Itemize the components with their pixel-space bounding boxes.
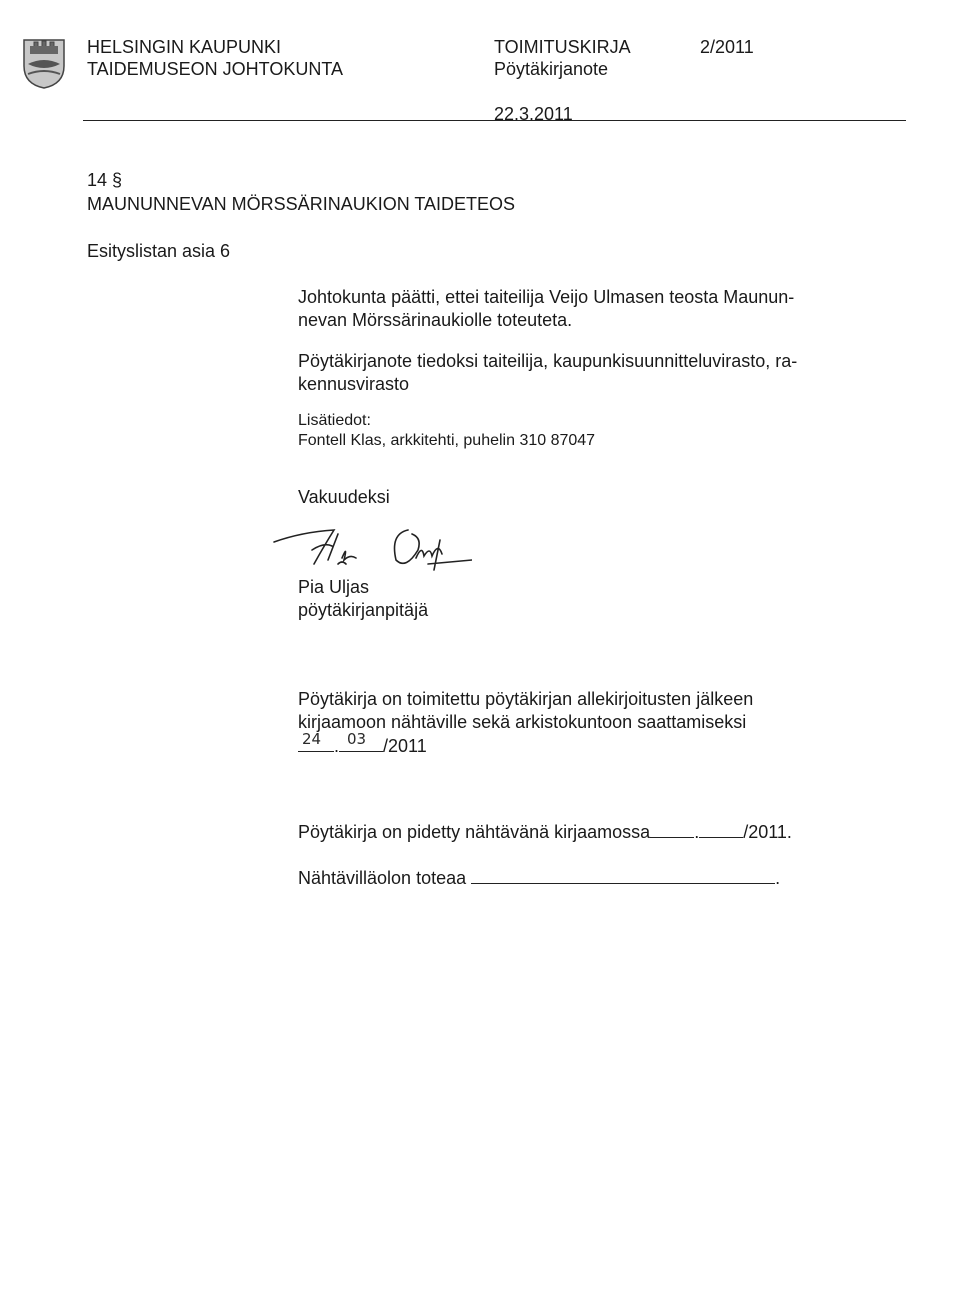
certification-label: Vakuudeksi bbox=[298, 487, 390, 507]
handwritten-signature bbox=[272, 520, 472, 580]
confirmation-label: Nähtävilläolon toteaa bbox=[298, 868, 467, 888]
helsinki-crest-icon bbox=[20, 36, 68, 90]
board-name: TAIDEMUSEON JOHTOKUNTA bbox=[87, 59, 344, 79]
document-subtype: Pöytäkirjanote bbox=[494, 59, 609, 79]
document-number: 2/2011 bbox=[700, 37, 754, 57]
signer-title: pöytäkirjanpitäjä bbox=[298, 600, 429, 620]
decision-text-line1: Johtokunta päätti, ettei taiteilija Veijo Ulmasen teosta Maunun- bbox=[298, 287, 795, 307]
display-statement: Pöytäkirja on pidetty nähtävänä kirjaamossa . /2011. bbox=[298, 822, 792, 842]
section-number: 14 § bbox=[87, 170, 123, 190]
header-divider bbox=[83, 120, 906, 121]
section-title: MAUNUNNEVAN MÖRSSÄRINAUKION TAIDETEOS bbox=[87, 194, 516, 214]
display-day-field bbox=[650, 820, 694, 838]
posting-text-line2: kirjaamoon nähtäville sekä arkistokuntoon saattamiseksi bbox=[298, 712, 747, 732]
confirmation-signature-field bbox=[471, 866, 775, 884]
posting-day-field bbox=[298, 730, 334, 752]
posting-month-field bbox=[339, 730, 383, 752]
agenda-item: Esityslistan asia 6 bbox=[87, 241, 231, 261]
signer-name: Pia Uljas bbox=[298, 577, 370, 597]
posting-year: /2011 bbox=[383, 736, 427, 756]
posting-day-handwritten: 24 bbox=[302, 730, 322, 748]
document-type: TOIMITUSKIRJA bbox=[494, 37, 631, 57]
display-text: Pöytäkirja on pidetty nähtävänä kirjaamossa bbox=[298, 822, 651, 842]
info-contact: Fontell Klas, arkkitehti, puhelin 310 87047 bbox=[298, 432, 596, 449]
display-month-field bbox=[699, 820, 743, 838]
display-year: /2011. bbox=[743, 822, 792, 842]
posting-month-handwritten: 03 bbox=[347, 730, 367, 748]
decision-text-line2: nevan Mörssärinaukiolle toteuteta. bbox=[298, 310, 573, 330]
organization-name: HELSINGIN KAUPUNKI bbox=[87, 37, 282, 57]
document-date: 22.3.2011 bbox=[494, 104, 573, 124]
posting-text-line1: Pöytäkirja on toimitettu pöytäkirjan allekirjoitusten jälkeen bbox=[298, 689, 754, 709]
notice-text-line1: Pöytäkirjanote tiedoksi taiteilija, kaupunkisuunnitteluvirasto, ra- bbox=[298, 351, 798, 371]
notice-text-line2: kennusvirasto bbox=[298, 374, 410, 394]
posting-date: 24 . 03 /2011 bbox=[298, 734, 427, 758]
info-label: Lisätiedot: bbox=[298, 412, 371, 429]
confirmation-line: Nähtävilläolon toteaa . bbox=[298, 868, 781, 888]
